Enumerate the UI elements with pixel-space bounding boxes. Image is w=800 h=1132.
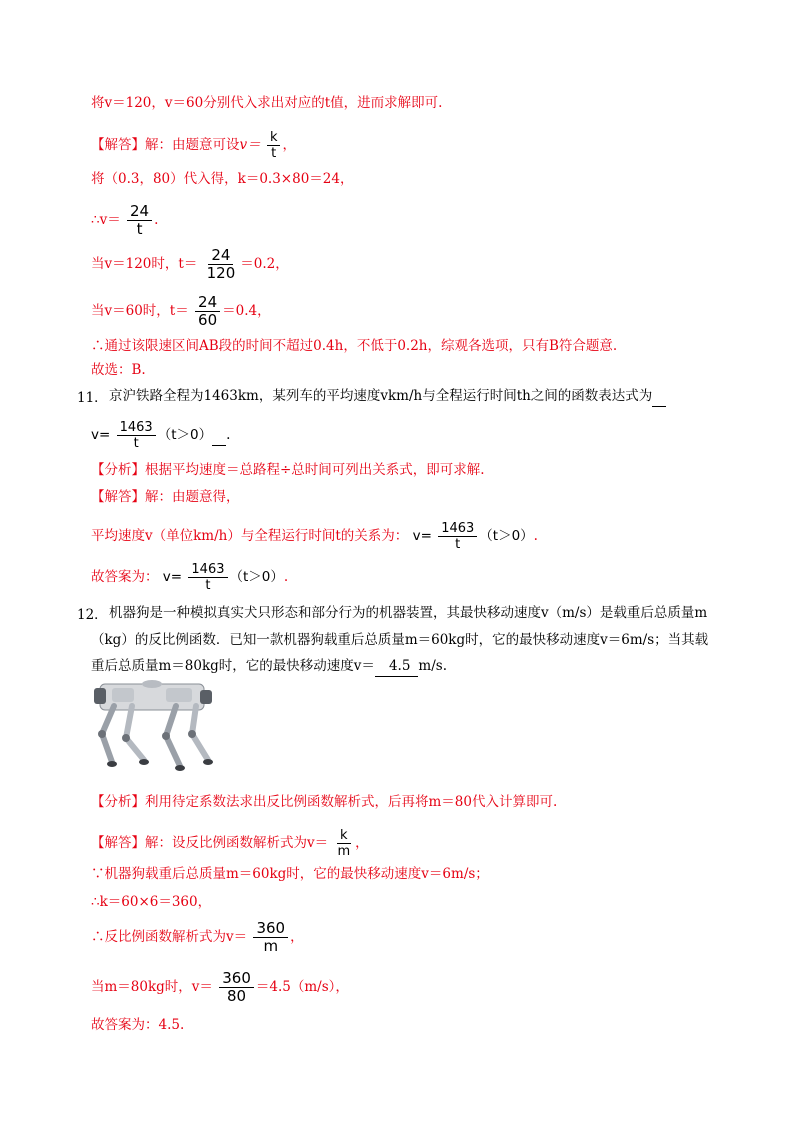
punctuation: . [226,427,231,443]
fraction-numerator: 24 [195,294,220,312]
q10-case-60 [91,294,271,329]
v-eq: v= [412,528,432,544]
q12-analysis: 【分析】利用待定系数法求出反比例函数解析式，后再将m＝80代入计算即可. [91,794,558,810]
fraction-denominator: t [133,436,139,451]
q12-stem-line3 [91,656,447,677]
q12-stem-text: 重后总质量m＝80kg时，它的最快移动速度v＝ [91,658,375,674]
q10-solution-label: 【解答】解：由题意可设 [91,137,240,153]
q11-analysis: 【分析】根据平均速度＝总路程÷总时间可列出关系式，即可求解. [91,462,485,478]
final-answer-label: 故答案为： [91,569,159,585]
q12-stem-line2: （kg）的反比例函数．已知一款机器狗载重后总质量m＝60kg时，它的最快移动速度v＝6m/s；当其载 [91,632,709,648]
relation-text: 平均速度v（单位km/h）与全程运行时间t的关系为： [91,528,409,544]
case-text: 当m＝80kg时，v＝ [91,979,213,995]
q10-hint-line: 将v＝120，v＝60分别代入求出对应的t值，进而求解即可. [91,95,443,111]
q10-24-over-60-fraction [195,294,220,329]
robot-dog-image [92,676,220,780]
q11-stem [109,386,666,407]
q12-case-80 [91,970,349,1005]
q10-k-over-t-fraction [267,130,281,161]
q10-conclusion: ∴通过该限速区间AB段的时间不超过0.4h，不低于0.2h，综观各选项，只有B符合题意. [91,338,618,354]
domain-condition: （t＞0） [157,427,213,443]
answer-blank [212,425,226,446]
fraction-denominator: 60 [198,311,218,329]
q11-number: 11． [77,390,108,406]
function-text: ∴反比例函数解析式为v＝ [91,929,248,945]
q10-24-over-t-fraction [127,203,152,238]
v-eq: v= [91,427,111,443]
q11-relation [91,521,538,552]
q12-k-value: ∴k＝60×6＝360， [91,894,212,910]
unit: m/s. [418,658,447,674]
answer-blank [652,386,666,407]
q12-stem-line1: 机器狗是一种模拟真实犬只形态和部分行为的机器装置，其最快移动速度v（m/s）是载重后总质量m [109,605,708,621]
q11-final-fraction [188,562,227,593]
fraction-numerator: 1463 [117,420,156,436]
case-text: 当v＝120时，t＝ [91,256,198,272]
case-result: ＝4.5（m/s）， [255,979,349,995]
answer-blank: 4.5 [375,656,418,677]
fraction-numerator: 1463 [188,562,227,578]
punctuation: ， [282,137,296,153]
fraction-denominator: t [455,537,461,552]
therefore-v-eq: ∴v＝ [91,212,121,228]
q12-setup-text: 【解答】解：设反比例函数解析式为v＝ [91,835,329,851]
punctuation: . [283,569,289,585]
fraction-numerator: 24 [127,203,152,221]
q12-360-over-80-fraction [219,970,254,1005]
punctuation: . [154,212,159,228]
q10-v-eq: v＝ [239,137,261,153]
q10-substitute-line: 将（0.3，80）代入得，k＝0.3×80＝24， [91,171,354,187]
case-result: ＝0.4， [222,303,271,319]
fraction-numerator: k [337,828,351,844]
punctuation: ， [290,929,304,945]
q11-relation-fraction [438,521,477,552]
domain-condition: （t＞0） [479,528,534,544]
q10-case-120 [91,247,289,282]
fraction-numerator: 1463 [438,521,477,537]
punctuation: . [533,528,538,544]
q12-given: ∵机器狗载重后总质量m＝60kg时，它的最快移动速度v＝6m/s； [91,866,489,882]
case-text: 当v＝60时，t＝ [91,303,189,319]
fraction-denominator: 120 [206,264,236,282]
fraction-numerator: k [267,130,281,146]
q11-final-answer [91,562,288,593]
q12-number: 12． [77,607,108,623]
fraction-denominator: t [271,146,277,161]
case-result: ＝0.2， [240,256,289,272]
v-eq: v= [162,569,183,585]
punctuation: ， [355,835,369,851]
fraction-denominator: t [136,220,143,238]
fraction-denominator: m [263,937,279,955]
fraction-denominator: 80 [227,987,247,1005]
q12-final-answer: 故答案为：4.5. [91,1017,185,1033]
q12-function-result [91,920,304,955]
q11-stem-text: 京沪铁路全程为1463km，某列车的平均速度vkm/h与全程运行时间th之间的函数表达式为 [109,388,653,404]
q10-24-over-120-fraction [204,247,239,282]
fraction-numerator: 360 [253,920,288,938]
q12-k-over-m-fraction [334,828,353,859]
fraction-numerator: 24 [208,247,233,265]
domain-condition: （t＞0） [229,569,284,585]
fraction-denominator: t [205,578,211,593]
q10-choice: 故选：B. [91,362,146,378]
q12-360-over-m-fraction [253,920,288,955]
q12-solution-setup [91,828,369,859]
q10-solution-setup [91,130,296,161]
q11-answer-fraction [117,420,156,451]
q10-function-result [91,203,158,238]
fraction-numerator: 360 [219,970,254,988]
fraction-denominator: m [337,844,351,859]
q11-solution-head: 【解答】解：由题意得， [91,489,240,505]
q11-answer-line [91,420,230,451]
